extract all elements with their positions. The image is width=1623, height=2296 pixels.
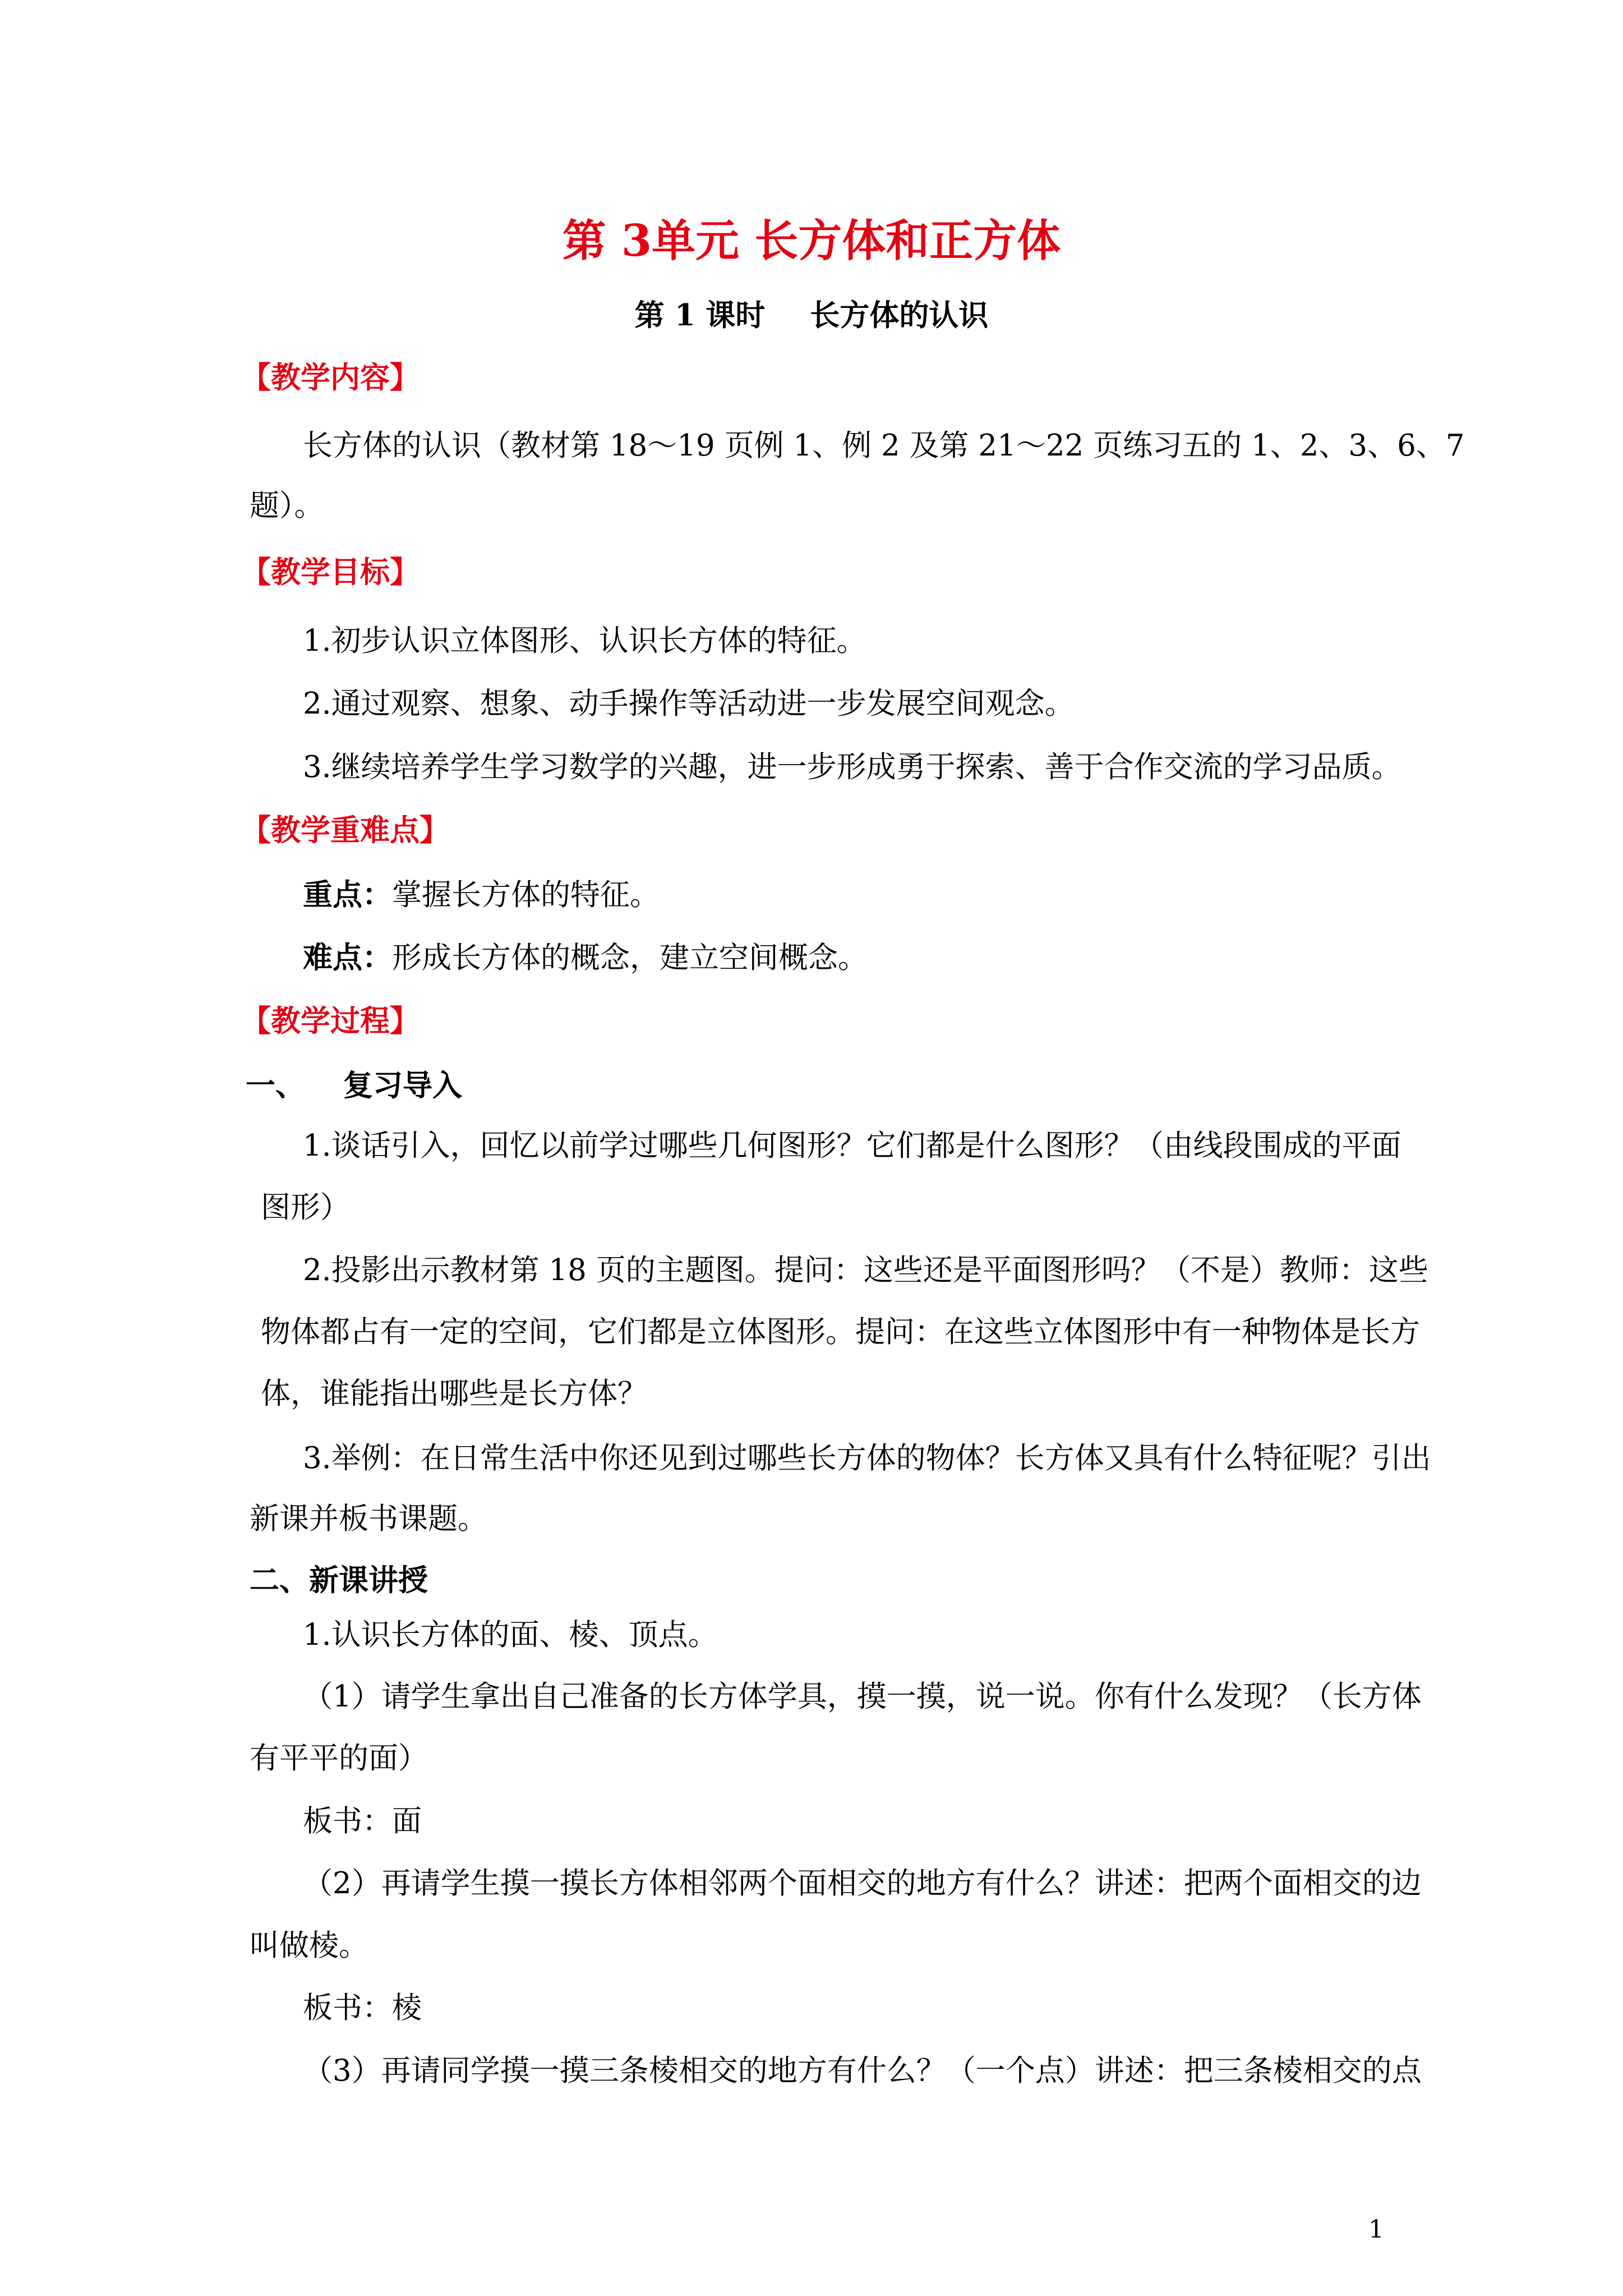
section-heading-process: 【教学过程】 [241, 1004, 419, 1038]
lesson-name: 长方体的认识 [810, 298, 989, 333]
content-line-2: 题）。 [250, 489, 324, 523]
difficult-text: 形成长方体的概念，建立空间概念。 [392, 941, 868, 975]
board-edge: 板书：棱 [303, 1991, 422, 2025]
lesson-number: 第 1 课时 [634, 298, 766, 333]
section-heading-key: 【教学重难点】 [241, 813, 449, 848]
key-point [303, 875, 660, 915]
part1-title: 复习导入 [343, 1068, 462, 1103]
lesson-subtitle [0, 296, 1623, 335]
key-label: 重点： [303, 877, 392, 912]
difficult-label: 难点： [303, 940, 392, 975]
p2-1: 1.认识长方体的面、棱、顶点。 [303, 1618, 718, 1652]
section-heading-content: 【教学内容】 [241, 360, 419, 395]
part1-number: 一、 [246, 1068, 305, 1103]
p1-1-line-2: 图形） [261, 1190, 350, 1225]
p2-a-line-1: （1）请学生拿出自己准备的长方体学具，摸一摸，说一说。你有什么发现？（长方体 [303, 1680, 1422, 1714]
difficult-point [303, 938, 868, 978]
goal-2: 2.通过观察、想象、动手操作等活动进一步发展空间观念。 [303, 687, 1075, 721]
p1-3-line-1: 3.举例：在日常生活中你还见到过哪些长方体的物体？长方体又具有什么特征呢？引出 [303, 1441, 1431, 1475]
board-face: 板书：面 [303, 1804, 422, 1838]
page-number: 1 [1368, 2215, 1384, 2244]
p1-1-line-1: 1.谈话引入，回忆以前学过哪些几何图形？它们都是什么图形？（由线段围成的平面 [303, 1129, 1401, 1163]
key-text: 掌握长方体的特征。 [392, 878, 660, 912]
p2-c-line-1: （3）再请同学摸一摸三条棱相交的地方有什么？（一个点）讲述：把三条棱相交的点 [303, 2054, 1422, 2088]
p2-b-line-2: 叫做棱。 [250, 1929, 368, 1963]
content-line-1: 长方体的认识（教材第 18～19 页例 1、例 2 及第 21～22 页练习五的 1、2、3、6、7 [303, 429, 1465, 463]
unit-title: 第 3单元 长方体和正方体 [562, 215, 1061, 266]
p1-2-line-1: 2.投影出示教材第 18 页的主题图。提问：这些还是平面图形吗？（不是）教师：这些 [303, 1253, 1428, 1287]
p1-3-line-2: 新课并板书课题。 [250, 1502, 487, 1536]
section-heading-goals: 【教学目标】 [241, 555, 419, 590]
p1-2-line-2: 物体都占有一定的空间，它们都是立体图形。提问：在这些立体图形中有一种物体是长方 [261, 1315, 1420, 1349]
goal-1: 1.初步认识立体图形、认识长方体的特征。 [303, 624, 866, 658]
part2-heading: 二、新课讲授 [250, 1563, 428, 1598]
goal-3: 3.继续培养学生学习数学的兴趣，进一步形成勇于探索、善于合作交流的学习品质。 [303, 750, 1401, 784]
p2-b-line-1: （2）再请学生摸一摸长方体相邻两个面相交的地方有什么？讲述：把两个面相交的边 [303, 1866, 1422, 1901]
p1-2-line-3: 体，谁能指出哪些是长方体？ [261, 1377, 647, 1411]
p2-a-line-2: 有平平的面） [250, 1741, 428, 1775]
